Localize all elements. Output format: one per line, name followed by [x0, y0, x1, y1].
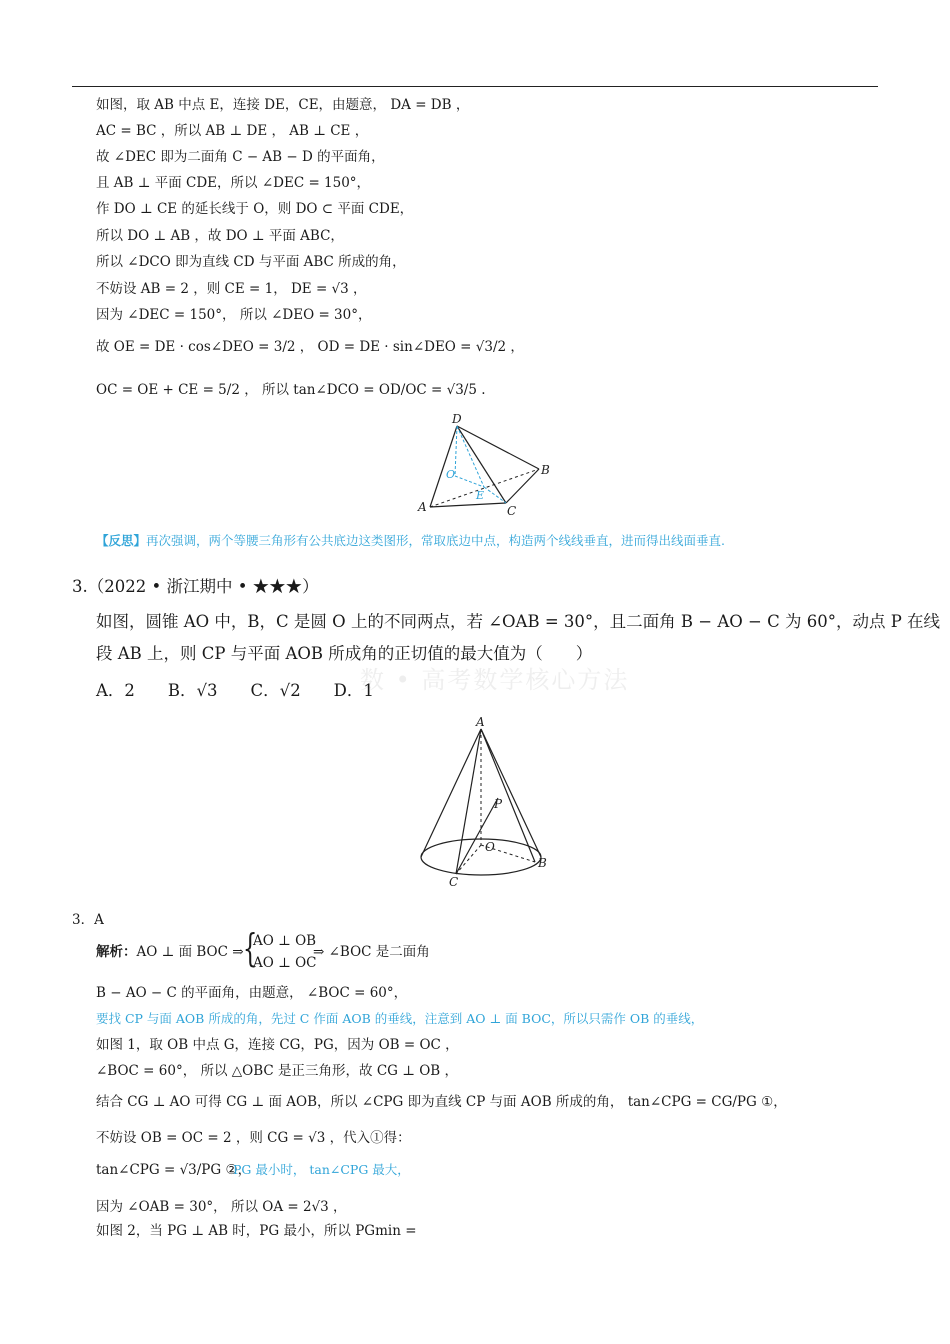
question-stem-line: 段 AB 上，则 CP 与平面 AOB 所成角的正切值的最大值为（ ）	[96, 644, 593, 663]
label-A: A	[418, 500, 427, 514]
answer-line: 如图 2，当 PG ⊥ AB 时，PG 最小，所以 PGmin =	[96, 1223, 417, 1239]
brace-line-top: AO ⊥ OB	[253, 933, 317, 949]
label-C: C	[449, 875, 459, 889]
reflection-note	[96, 531, 725, 549]
answer-line: 因为 ∠OAB = 30°， 所以 OA = 2√3 ，	[96, 1199, 347, 1215]
label-B: B	[538, 856, 547, 870]
brace-line-bottom: AO ⊥ OC	[253, 955, 317, 971]
answer-hint-line: PG 最小时， tan∠CPG 最大，	[233, 1162, 410, 1177]
brace-icon: {	[242, 926, 258, 970]
answer-options: A．2 B．√3 C．√2 D．1	[96, 681, 374, 700]
solution-line: 因为 ∠DEC = 150°， 所以 ∠DEO = 30°，	[96, 307, 372, 323]
question-header: 3.（2022 • 浙江期中 • ★★★）	[72, 577, 319, 596]
tetrahedron-figure	[410, 412, 560, 520]
header-rule	[72, 86, 878, 87]
label-B: B	[541, 463, 550, 477]
answer-line: tan∠CPG = √3/PG ②，	[96, 1162, 252, 1178]
answer-hint-line: 要找 CP 与面 AOB 所成的角，先过 C 作面 AOB 的垂线，注意到 AO ⊥ 面 BOC，所以只需作 OB 的垂线，	[96, 1011, 704, 1026]
label-O: O	[485, 840, 495, 854]
analysis-pre: AO ⊥ 面 BOC ⇒	[136, 944, 244, 960]
solution-line: AC = BC ，所以 AB ⊥ DE ， AB ⊥ CE ，	[96, 123, 369, 139]
analysis-post: ⇒ ∠BOC 是二面角	[313, 944, 430, 960]
solution-line: 故 OE = DE · cos∠DEO = 3/2 ， OD = DE · sin∠DEO = √3/2 ，	[96, 339, 524, 355]
answer-line: ∠BOC = 60°， 所以 △OBC 是正三角形，故 CG ⊥ OB ，	[96, 1063, 458, 1079]
solution-line: 不妨设 AB = 2 ，则 CE = 1， DE = √3 ，	[96, 281, 367, 297]
answer-header: 3．A	[72, 912, 104, 928]
question-stem-line: 如图，圆锥 AO 中，B，C 是圆 O 上的不同两点，若 ∠OAB = 30°，且二面角 B − AO − C 为 60°，动点 P 在线	[96, 612, 941, 631]
answer-line: 不妨设 OB = OC = 2 ，则 CG = √3 ，代入①得：	[96, 1130, 411, 1146]
cone-figure	[408, 712, 558, 894]
solution-line: 如图，取 AB 中点 E，连接 DE，CE，由题意， DA = DB ，	[96, 97, 470, 113]
label-A: A	[476, 715, 485, 729]
label-O: O	[446, 468, 456, 481]
label-D: D	[452, 412, 462, 426]
solution-line: 且 AB ⊥ 平面 CDE，所以 ∠DEC = 150°，	[96, 175, 371, 191]
answer-line: 如图 1，取 OB 中点 G，连接 CG，PG，因为 OB = OC ，	[96, 1037, 459, 1053]
solution-line: 所以 ∠DCO 即为直线 CD 与平面 ABC 所成的角，	[96, 254, 406, 270]
analysis-label: 解析：	[96, 944, 137, 960]
label-E: E	[476, 489, 485, 502]
reflection-label: 【反思】	[96, 533, 147, 548]
solution-line: 故 ∠DEC 即为二面角 C − AB − D 的平面角，	[96, 149, 385, 165]
solution-line: OC = OE + CE = 5/2 ， 所以 tan∠DCO = OD/OC = √3/5 .	[96, 382, 486, 398]
reflection-text: 再次强调，两个等腰三角形有公共底边这类图形，常取底边中点，构造两个线线垂直，进而得出线面垂直.	[146, 533, 725, 548]
analysis-line	[96, 943, 244, 961]
solution-line: 所以 DO ⊥ AB ，故 DO ⊥ 平面 ABC，	[96, 228, 344, 244]
answer-line: B − AO − C 的平面角，由题意， ∠BOC = 60°，	[96, 985, 408, 1001]
label-P: P	[494, 797, 503, 811]
solution-line: 作 DO ⊥ CE 的延长线于 O，则 DO ⊂ 平面 CDE，	[96, 201, 414, 217]
answer-line: 结合 CG ⊥ AO 可得 CG ⊥ 面 AOB，所以 ∠CPG 即为直线 CP 与面 AOB 所成的角， tan∠CPG = CG/PG ①，	[96, 1094, 787, 1110]
watermark: 数 • 高考数学核心方法	[360, 666, 630, 694]
label-C: C	[507, 504, 517, 518]
